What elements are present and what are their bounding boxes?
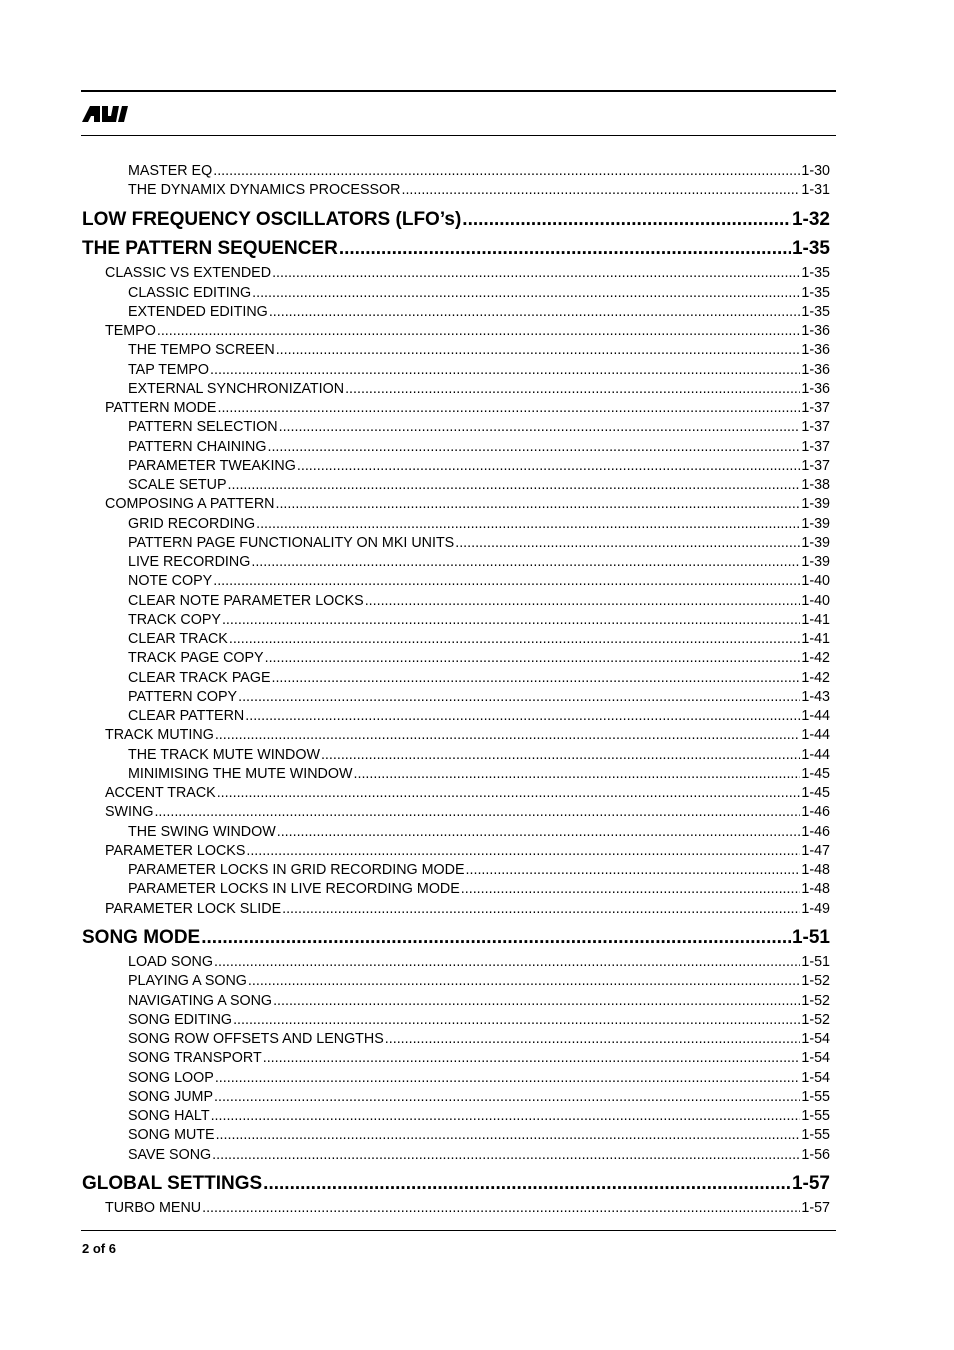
toc-entry-page: 1-35 (791, 238, 830, 260)
toc-leader-dots (238, 688, 800, 707)
toc-leader-dots (214, 953, 800, 972)
toc-entry[interactable] (128, 515, 830, 534)
toc-entry[interactable] (105, 1199, 830, 1218)
toc-entry-page: 1-31 (801, 182, 830, 199)
toc-leader-dots (339, 237, 791, 261)
toc-entry-page: 1-37 (801, 457, 830, 474)
toc-entry-page: 1-40 (801, 592, 830, 609)
toc-entry-title: SONG LOOP (128, 1069, 214, 1086)
toc-entry-title: EXTERNAL SYNCHRONIZATION (128, 380, 345, 397)
toc-entry-page: 1-56 (801, 1146, 830, 1163)
toc-entry-page: 1-38 (801, 477, 830, 493)
toc-entry[interactable] (128, 972, 830, 991)
toc-leader-dots (345, 380, 800, 399)
toc-entry-title: PARAMETER LOCKS IN GRID RECORDING MODE (128, 862, 465, 878)
toc-entry-page: 1-44 (801, 708, 830, 724)
toc-leader-dots (215, 726, 801, 745)
toc-entry[interactable] (128, 303, 830, 322)
toc-entry[interactable] (128, 284, 830, 303)
toc-entry[interactable] (82, 237, 830, 261)
toc-entry[interactable] (128, 823, 830, 842)
toc-entry[interactable] (82, 1172, 830, 1196)
toc-entry[interactable] (128, 765, 830, 784)
toc-entry-title: CLASSIC EDITING (128, 284, 252, 301)
toc-entry-page: 1-55 (801, 1088, 830, 1105)
toc-entry-page: 1-37 (801, 400, 830, 416)
toc-entry-page: 1-36 (801, 323, 830, 339)
toc-entry-title: THE DYNAMIX DYNAMICS PROCESSOR (128, 182, 401, 199)
toc-entry-title: TAP TEMPO (128, 361, 210, 378)
toc-leader-dots (246, 842, 800, 861)
toc-entry-page: 1-37 (801, 438, 830, 455)
toc-entry[interactable] (105, 322, 830, 341)
toc-entry-title: PATTERN SELECTION (128, 419, 278, 436)
toc-leader-dots (275, 495, 800, 514)
toc-entry-page: 1-48 (801, 862, 830, 878)
toc-entry[interactable] (128, 341, 830, 360)
toc-entry[interactable] (105, 726, 830, 745)
toc-leader-dots (217, 784, 801, 803)
toc-entry-page: 1-51 (801, 954, 830, 970)
toc-entry-title: PATTERN PAGE FUNCTIONALITY ON MKI UNITS (128, 534, 455, 551)
toc-leader-dots (276, 341, 801, 360)
toc-entry-page: 1-43 (801, 688, 830, 705)
toc-entry[interactable] (82, 926, 830, 950)
toc-leader-dots (263, 1049, 801, 1068)
toc-entry-page: 1-48 (801, 881, 830, 898)
toc-entry-page: 1-52 (801, 992, 830, 1009)
toc-entry-title: TRACK PAGE COPY (128, 650, 264, 667)
toc-entry[interactable] (105, 495, 830, 514)
toc-entry-page: 1-42 (801, 650, 830, 667)
toc-entry-page: 1-39 (801, 515, 830, 532)
toc-entry[interactable] (128, 1107, 830, 1126)
toc-entry-title: MINIMISING THE MUTE WINDOW (128, 765, 353, 782)
toc-leader-dots (271, 669, 800, 688)
toc-entry-page: 1-39 (801, 554, 830, 570)
toc-leader-dots (267, 438, 800, 457)
toc-entry-page: 1-49 (801, 900, 830, 917)
toc-entry[interactable] (128, 992, 830, 1011)
toc-entry-title: EXTENDED EDITING (128, 303, 268, 320)
toc-entry-title: GLOBAL SETTINGS (82, 1173, 263, 1194)
header-underline (81, 135, 836, 136)
toc-entry[interactable] (105, 784, 830, 803)
toc-entry[interactable] (128, 438, 830, 457)
toc-entry-title: PATTERN COPY (128, 688, 238, 705)
toc-leader-dots (272, 264, 800, 283)
toc-entry-page: 1-55 (801, 1127, 830, 1144)
toc-leader-dots (157, 322, 801, 341)
toc-entry[interactable] (128, 572, 830, 591)
toc-entry-title: LIVE RECORDING (128, 554, 251, 570)
toc-entry[interactable] (128, 1126, 830, 1145)
toc-entry-page: 1-57 (791, 1173, 830, 1194)
toc-leader-dots (269, 303, 801, 322)
toc-entry-page: 1-35 (801, 303, 830, 320)
toc-entry[interactable] (128, 1146, 830, 1165)
toc-entry[interactable] (128, 861, 830, 880)
toc-entry[interactable] (105, 842, 830, 861)
toc-entry-page: 1-44 (801, 746, 830, 763)
toc-entry-title: TRACK COPY (128, 611, 221, 628)
toc-leader-dots (248, 972, 800, 991)
toc-leader-dots (354, 765, 801, 784)
toc-entry-title: GRID RECORDING (128, 515, 256, 532)
toc-entry-title: SONG MODE (82, 927, 201, 948)
toc-leader-dots (321, 746, 800, 765)
toc-entry-page: 1-41 (801, 631, 830, 647)
toc-entry-page: 1-39 (801, 496, 830, 513)
toc-entry[interactable] (105, 399, 830, 418)
toc-entry-page: 1-30 (801, 163, 830, 179)
toc-entry-page: 1-55 (801, 1108, 830, 1124)
toc-leader-dots (252, 284, 800, 303)
toc-entry[interactable] (105, 900, 830, 919)
toc-leader-dots (401, 181, 800, 200)
toc-entry-title: CLEAR NOTE PARAMETER LOCKS (128, 592, 364, 609)
toc-entry-title: PLAYING A SONG (128, 973, 247, 990)
footer-rule (81, 1230, 836, 1231)
toc-entry-title: PARAMETER TWEAKING (128, 457, 296, 474)
toc-entry-title: CLEAR TRACK PAGE (128, 669, 271, 686)
toc-leader-dots (273, 992, 800, 1011)
page-number: 2 of 6 (82, 1241, 116, 1256)
toc-entry[interactable] (128, 592, 830, 611)
toc-entry[interactable] (128, 534, 830, 553)
toc-entry-title: LOAD SONG (128, 954, 214, 970)
toc-leader-dots (217, 399, 800, 418)
toc-entry-page: 1-36 (801, 361, 830, 378)
toc-entry-title: NOTE COPY (128, 573, 213, 590)
toc-entry-title: SAVE SONG (128, 1146, 212, 1163)
toc-entry[interactable] (128, 649, 830, 668)
toc-leader-dots (212, 1146, 800, 1165)
toc-entry-page: 1-57 (801, 1200, 830, 1216)
toc-entry-page: 1-41 (801, 611, 830, 628)
toc-leader-dots (233, 1011, 800, 1030)
toc-entry-title: PARAMETER LOCKS IN LIVE RECORDING MODE (128, 881, 460, 898)
toc-entry-page: 1-36 (801, 380, 830, 397)
toc-entry-page: 1-44 (801, 727, 830, 744)
toc-leader-dots (385, 1030, 801, 1049)
toc-leader-dots (461, 880, 801, 899)
toc-entry[interactable] (128, 553, 830, 572)
toc-entry-title: SONG MUTE (128, 1127, 215, 1144)
toc-entry-page: 1-45 (801, 785, 830, 801)
toc-entry[interactable] (105, 803, 830, 822)
toc-entry-title: PATTERN MODE (105, 400, 217, 416)
toc-entry-title: PARAMETER LOCKS (105, 842, 246, 859)
toc-entry-title: TURBO MENU (105, 1200, 202, 1216)
toc-entry-page: 1-51 (791, 927, 830, 948)
toc-entry-title: SWING (105, 804, 154, 821)
toc-entry-page: 1-32 (791, 208, 830, 230)
toc-entry-title: COMPOSING A PATTERN (105, 496, 275, 513)
toc-leader-dots (213, 162, 800, 181)
toc-entry-title: THE TEMPO SCREEN (128, 342, 275, 359)
toc-entry-title: TRACK MUTING (105, 727, 214, 744)
toc-leader-dots (213, 572, 800, 591)
toc-leader-dots (251, 553, 800, 572)
toc-leader-dots (263, 1172, 791, 1196)
toc-entry-page: 1-40 (801, 573, 830, 590)
toc-entry-title: SONG HALT (128, 1108, 210, 1124)
toc-entry-page: 1-54 (801, 1069, 830, 1086)
toc-entry[interactable] (128, 1049, 830, 1068)
toc-entry[interactable] (128, 457, 830, 476)
toc-entry-page: 1-52 (801, 1011, 830, 1028)
toc-entry[interactable] (128, 1011, 830, 1030)
toc-entry-title: MASTER EQ (128, 163, 213, 179)
toc-entry[interactable] (128, 1069, 830, 1088)
toc-entry[interactable] (128, 181, 830, 200)
toc-leader-dots (466, 861, 801, 880)
toc-entry[interactable] (128, 1030, 830, 1049)
toc-entry-title: CLEAR TRACK (128, 631, 228, 647)
toc-leader-dots (154, 803, 800, 822)
toc-leader-dots (211, 1107, 801, 1126)
toc-entry-title: SONG TRANSPORT (128, 1050, 262, 1067)
toc-entry[interactable] (128, 953, 830, 972)
toc-entry-page: 1-35 (801, 265, 830, 282)
toc-entry-title: CLASSIC VS EXTENDED (105, 265, 272, 282)
toc-entry-title: LOW FREQUENCY OSCILLATORS (LFO’s) (82, 208, 462, 230)
toc-entry[interactable] (128, 688, 830, 707)
toc-entry[interactable] (128, 361, 830, 380)
toc-entry-page: 1-45 (801, 765, 830, 782)
toc-entry[interactable] (128, 418, 830, 437)
toc-leader-dots (365, 592, 801, 611)
toc-entry-title: SONG EDITING (128, 1011, 233, 1028)
toc-leader-dots (210, 361, 800, 380)
toc-entry[interactable] (128, 611, 830, 630)
toc-entry-page: 1-46 (801, 823, 830, 840)
toc-leader-dots (201, 926, 791, 950)
toc-leader-dots (279, 418, 801, 437)
toc-entry-title: ACCENT TRACK (105, 785, 216, 801)
toc-entry-title: THE SWING WINDOW (128, 823, 276, 840)
toc-entry-title: PARAMETER LOCK SLIDE (105, 900, 282, 917)
toc-entry-page: 1-39 (801, 534, 830, 551)
toc-leader-dots (215, 1069, 801, 1088)
toc-entry[interactable] (128, 746, 830, 765)
toc-entry-page: 1-47 (801, 842, 830, 859)
toc-entry-page: 1-52 (801, 973, 830, 990)
toc-entry-page: 1-54 (801, 1050, 830, 1067)
toc-entry-page: 1-35 (801, 284, 830, 301)
toc-entry-title: THE TRACK MUTE WINDOW (128, 746, 320, 763)
toc-entry[interactable] (128, 162, 830, 181)
toc-entry-page: 1-46 (801, 804, 830, 821)
toc-leader-dots (297, 457, 800, 476)
toc-entry[interactable] (128, 880, 830, 899)
toc-leader-dots (265, 649, 801, 668)
toc-entry-title: TEMPO (105, 323, 156, 339)
toc-entry[interactable] (128, 1088, 830, 1107)
toc-entry-page: 1-36 (801, 342, 830, 359)
toc-entry-title: CLEAR PATTERN (128, 708, 245, 724)
toc-leader-dots (202, 1199, 800, 1218)
toc-leader-dots (282, 900, 800, 919)
toc-entry-title: PATTERN CHAINING (128, 438, 267, 455)
toc-leader-dots (228, 476, 801, 495)
toc-entry[interactable] (105, 264, 830, 283)
toc-entry[interactable] (82, 208, 830, 232)
toc-leader-dots (229, 630, 801, 649)
header-rule (81, 90, 836, 92)
toc-entry[interactable] (128, 380, 830, 399)
toc-leader-dots (455, 534, 800, 553)
toc-entry-title: NAVIGATING A SONG (128, 992, 273, 1009)
toc-entry[interactable] (128, 669, 830, 688)
toc-entry[interactable] (128, 476, 830, 495)
toc-entry-title: SONG JUMP (128, 1088, 213, 1105)
toc-leader-dots (222, 611, 800, 630)
logo-icon (82, 104, 130, 122)
toc-leader-dots (277, 823, 801, 842)
toc-entry[interactable] (128, 707, 830, 726)
toc-entry-title: THE PATTERN SEQUENCER (82, 238, 338, 260)
toc-entry-title: SONG ROW OFFSETS AND LENGTHS (128, 1031, 384, 1047)
toc-entry[interactable] (128, 630, 830, 649)
toc-leader-dots (256, 515, 800, 534)
toc-entry-page: 1-54 (801, 1031, 830, 1047)
toc-leader-dots (216, 1126, 801, 1145)
toc-entry-title: SCALE SETUP (128, 477, 227, 493)
toc-entry-page: 1-37 (801, 419, 830, 436)
toc-leader-dots (245, 707, 800, 726)
toc-leader-dots (214, 1088, 800, 1107)
toc-leader-dots (462, 208, 791, 232)
toc-entry-page: 1-42 (801, 669, 830, 686)
